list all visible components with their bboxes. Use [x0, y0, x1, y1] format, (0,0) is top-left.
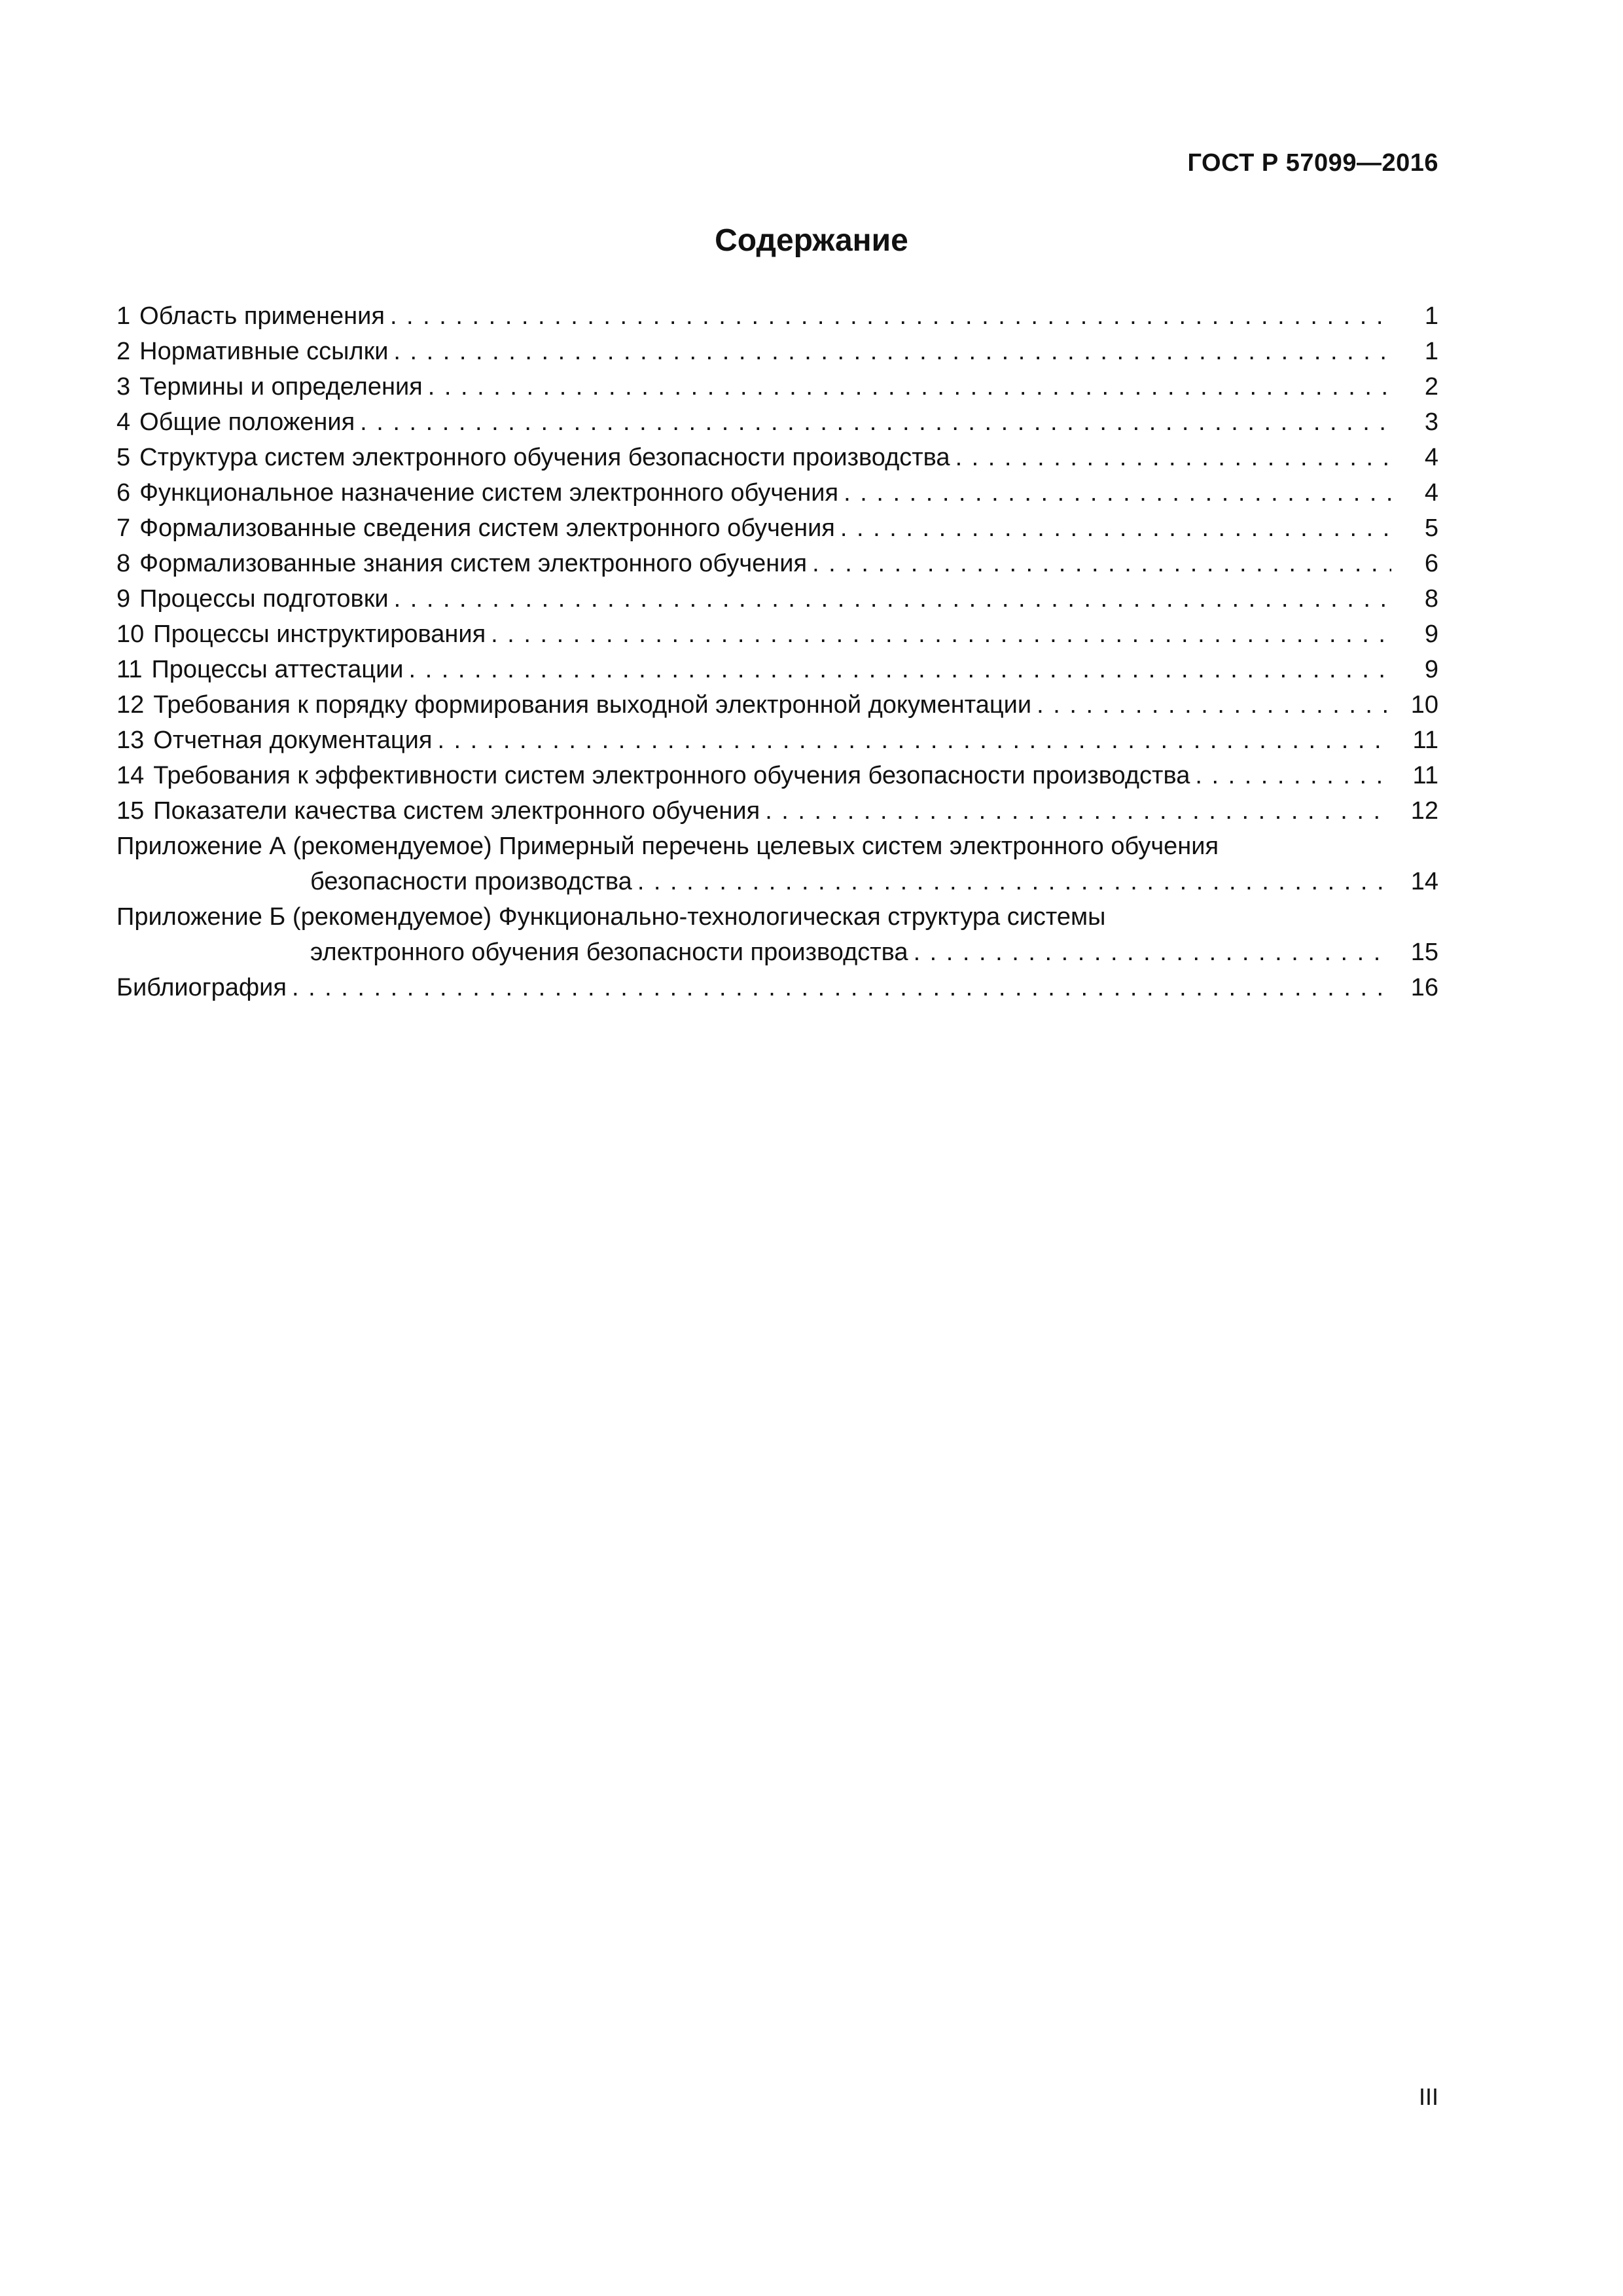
toc-page-number: 15 — [1410, 939, 1438, 966]
toc-entry-number: 1 — [116, 302, 131, 330]
toc-entry-text: Процессы подготовки — [139, 585, 389, 613]
toc-entry-label — [116, 404, 355, 440]
toc-entry-label — [116, 793, 760, 829]
toc-entry[interactable] — [116, 652, 1438, 687]
toc-appendix-a-line2: безопасности производства — [310, 868, 632, 895]
toc-appendix-a[interactable] — [116, 864, 1438, 899]
toc-items — [116, 298, 1438, 829]
toc-page-number: 6 — [1424, 550, 1438, 577]
toc-page-number: 4 — [1424, 479, 1438, 507]
toc-entry-number: 4 — [116, 408, 131, 436]
toc-page-number: 9 — [1424, 620, 1438, 648]
toc-page-number: 9 — [1424, 656, 1438, 683]
toc-page-number: 8 — [1424, 585, 1438, 613]
toc-page-number: 3 — [1424, 408, 1438, 436]
dot-leader — [914, 935, 1391, 970]
toc-entry-label — [116, 652, 404, 687]
toc-entry-number: 14 — [116, 762, 145, 789]
toc-entry[interactable] — [116, 617, 1438, 652]
toc-entry[interactable] — [116, 440, 1438, 475]
toc-entry-text: Процессы аттестации — [151, 656, 404, 683]
toc-entry-text: Требования к эффективности систем электронного обучения безопасности производства — [153, 762, 1190, 789]
toc-entry-text: Процессы инструктирования — [153, 620, 486, 648]
toc-entry-text: Структура систем электронного обучения безопасности производства — [139, 444, 950, 471]
toc-entry-number: 13 — [116, 726, 145, 754]
toc-entry-number: 2 — [116, 338, 131, 365]
toc-page-number: 1 — [1424, 302, 1438, 330]
dot-leader — [437, 723, 1391, 758]
toc-entry[interactable] — [116, 723, 1438, 758]
toc-appendix-b-line2: электронного обучения безопасности производства — [310, 939, 908, 966]
toc-entry-label — [116, 581, 389, 617]
toc-entry-text: Формализованные сведения систем электронного обучения — [139, 514, 835, 542]
dot-leader — [393, 334, 1391, 369]
dot-leader — [840, 511, 1391, 546]
toc-page-number: 5 — [1424, 514, 1438, 542]
toc-bibliography-label: Библиография — [116, 974, 287, 1001]
toc-entry-text: Термины и определения — [139, 373, 423, 401]
toc-entry[interactable] — [116, 404, 1438, 440]
toc-entry-number: 3 — [116, 373, 131, 401]
table-of-contents — [116, 298, 1438, 1005]
toc-entry[interactable] — [116, 511, 1438, 546]
toc-page-number: 11 — [1412, 762, 1438, 789]
toc-entry-text: Показатели качества систем электронного обучения — [153, 797, 760, 825]
dot-leader — [765, 793, 1391, 829]
toc-entry[interactable] — [116, 793, 1438, 829]
toc-appendix-b-line1: Приложение Б (рекомендуемое) Функционально-технологическая структура системы — [116, 903, 1106, 931]
toc-entry[interactable] — [116, 298, 1438, 334]
toc-appendix-b[interactable] — [116, 935, 1438, 970]
toc-entry-text: Область применения — [139, 302, 385, 330]
toc-entry-label — [116, 617, 486, 652]
toc-page-number: 4 — [1424, 444, 1438, 471]
toc-entry-number: 8 — [116, 550, 131, 577]
toc-entry-label — [116, 687, 1031, 723]
dot-leader — [1037, 687, 1391, 723]
dot-leader — [292, 970, 1391, 1005]
dot-leader — [491, 617, 1391, 652]
toc-entry-label — [116, 298, 385, 334]
dot-leader — [409, 652, 1391, 687]
toc-page-number: 14 — [1410, 868, 1438, 895]
toc-page-number: 12 — [1410, 797, 1438, 825]
toc-page-number: 10 — [1410, 691, 1438, 719]
toc-bibliography[interactable] — [116, 970, 1438, 1005]
toc-entry-text: Функциональное назначение систем электронного обучения — [139, 479, 839, 507]
dot-leader — [955, 440, 1391, 475]
toc-entry-label — [116, 758, 1190, 793]
toc-entry-text: Требования к порядку формирования выходной электронной документации — [153, 691, 1032, 719]
document-code: ГОСТ Р 57099—2016 — [1187, 149, 1438, 177]
toc-page-number: 16 — [1410, 974, 1438, 1001]
dot-leader — [360, 404, 1391, 440]
dot-leader — [812, 546, 1391, 581]
dot-leader — [394, 581, 1391, 617]
toc-entry-number: 11 — [116, 656, 143, 683]
toc-appendix-a-line1: Приложение А (рекомендуемое) Примерный перечень целевых систем электронного обучения — [116, 833, 1219, 860]
toc-entry[interactable] — [116, 334, 1438, 369]
dot-leader — [637, 864, 1391, 899]
toc-entry-number: 12 — [116, 691, 145, 719]
toc-entry[interactable] — [116, 369, 1438, 404]
toc-entry-label — [116, 546, 807, 581]
toc-title: Содержание — [715, 223, 908, 258]
toc-entry[interactable] — [116, 758, 1438, 793]
toc-entry-label — [116, 369, 423, 404]
toc-page-number: 11 — [1412, 726, 1438, 754]
toc-page-number: 1 — [1424, 338, 1438, 365]
toc-entry-text: Нормативные ссылки — [139, 338, 389, 365]
toc-entry[interactable] — [116, 687, 1438, 723]
toc-entry-number: 7 — [116, 514, 131, 542]
toc-entry-number: 15 — [116, 797, 145, 825]
toc-entry-label — [116, 723, 432, 758]
toc-entry-text: Общие положения — [139, 408, 355, 436]
toc-entry-number: 5 — [116, 444, 131, 471]
toc-entry[interactable] — [116, 546, 1438, 581]
dot-leader — [390, 298, 1391, 334]
toc-entry-number: 6 — [116, 479, 131, 507]
toc-entry[interactable] — [116, 581, 1438, 617]
toc-entry-label — [116, 334, 388, 369]
page-number: III — [1418, 2083, 1438, 2110]
toc-entry-number: 9 — [116, 585, 131, 613]
dot-leader — [844, 475, 1391, 511]
toc-entry-text: Формализованные знания систем электронного обучения — [139, 550, 808, 577]
toc-page-number: 2 — [1424, 373, 1438, 401]
toc-entry-label — [116, 511, 835, 546]
toc-entry-number: 10 — [116, 620, 145, 648]
toc-entry-label — [116, 440, 950, 475]
toc-entry[interactable] — [116, 475, 1438, 511]
toc-entry-text: Отчетная документация — [153, 726, 433, 754]
dot-leader — [428, 369, 1391, 404]
dot-leader — [1195, 758, 1391, 793]
toc-entry-label — [116, 475, 838, 511]
